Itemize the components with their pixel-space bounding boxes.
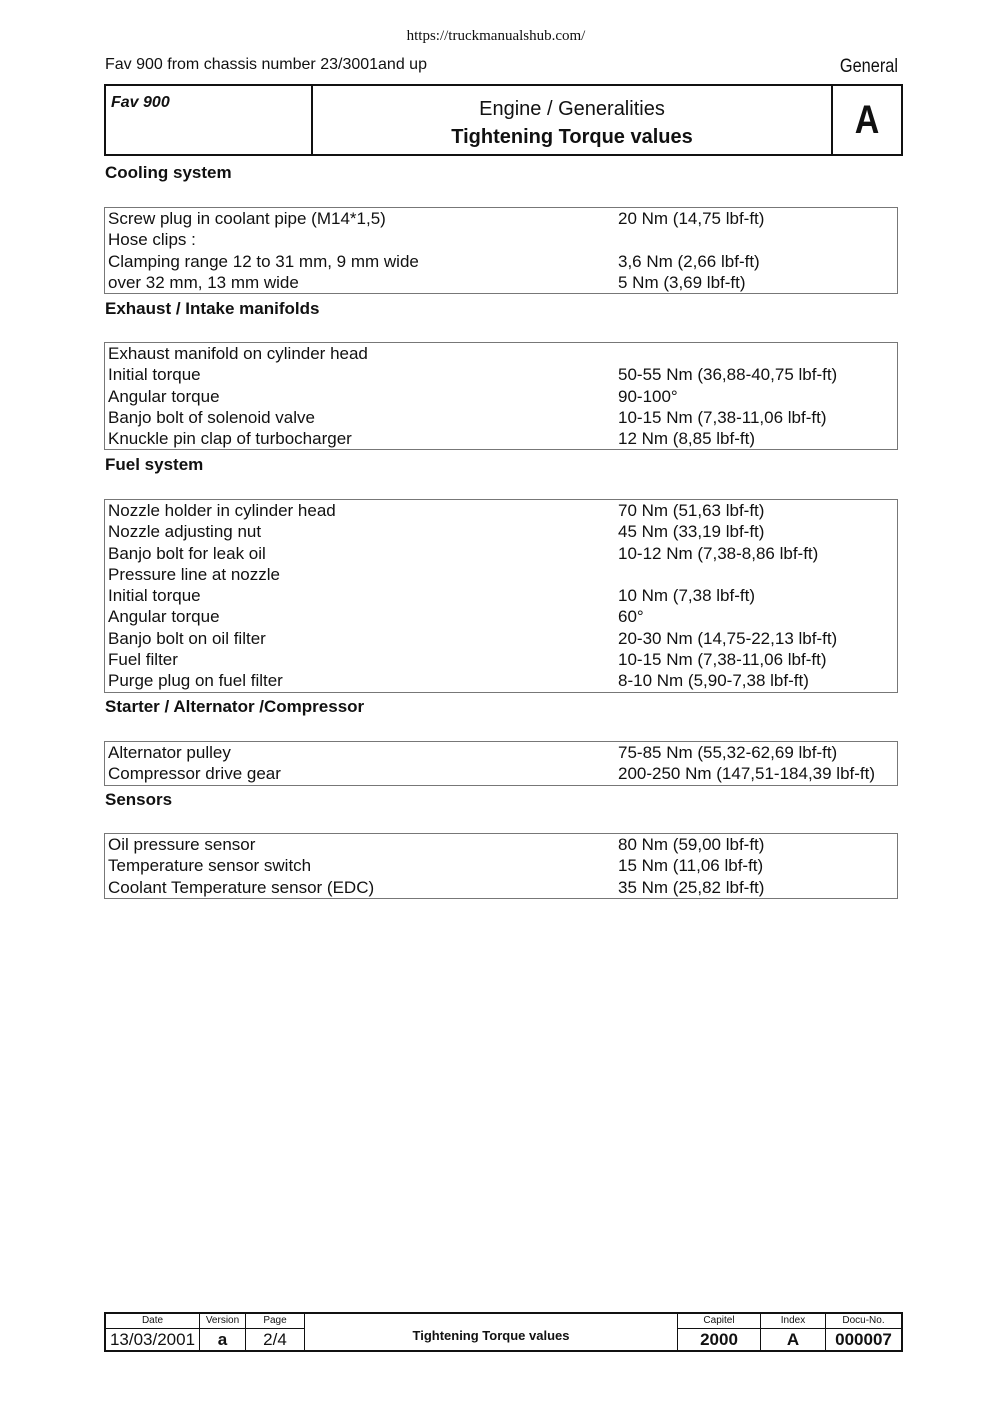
row-value: 10-15 Nm (7,38-11,06 lbf-ft) [618, 407, 827, 427]
row-value: 200-250 Nm (147,51-184,39 lbf-ft) [618, 764, 876, 784]
title-line-2: Tightening Torque values [451, 126, 693, 148]
table-row [105, 251, 897, 272]
footer-docu: 000007 [835, 1329, 892, 1349]
footer-version: a [217, 1329, 228, 1349]
row-value: 8-10 Nm (5,90-7,38 lbf-ft) [618, 671, 809, 691]
title-line-1: Engine / Generalities [479, 98, 665, 120]
section-title-fuel: Fuel system [105, 455, 204, 474]
row-desc: Fuel filter [108, 650, 178, 670]
chapter-letter: A [854, 97, 880, 142]
row-value: 3,6 Nm (2,66 lbf-ft) [618, 251, 760, 271]
footer-title: Tightening Torque values [305, 1314, 678, 1350]
model-cell: Fav 900 [106, 86, 313, 154]
table-row [105, 521, 897, 542]
row-desc: over 32 mm, 13 mm wide [108, 272, 299, 292]
table-row [105, 272, 897, 293]
row-desc: Oil pressure sensor [108, 835, 256, 854]
section-title-sensors: Sensors [105, 790, 173, 809]
footer-version-label: Version [200, 1314, 245, 1329]
row-desc: Purge plug on fuel filter [108, 671, 283, 691]
table-exhaust [104, 342, 898, 450]
row-desc: Temperature sensor switch [108, 856, 312, 876]
row-desc: Nozzle adjusting nut [108, 522, 262, 542]
table-starter [104, 741, 898, 786]
header-box [104, 84, 903, 156]
row-desc: Banjo bolt for leak oil [108, 543, 266, 563]
row-value: 80 Nm (59,00 lbf-ft) [618, 835, 765, 854]
row-desc: Nozzle holder in cylinder head [108, 501, 336, 520]
row-desc: Pressure line at nozzle [108, 564, 280, 584]
table-row [105, 670, 897, 691]
row-value: 50-55 Nm (36,88-40,75 lbf-ft) [618, 365, 838, 385]
row-value: 35 Nm (25,82 lbf-ft) [618, 877, 765, 897]
row-desc: Screw plug in coolant pipe (M14*1,5) [108, 209, 386, 228]
footer-date-cell [106, 1314, 200, 1350]
section-title-exhaust: Exhaust / Intake manifolds [105, 299, 320, 318]
row-value: 10-12 Nm (7,38-8,86 lbf-ft) [618, 543, 819, 563]
row-value: 60° [618, 607, 644, 627]
table-row [105, 229, 897, 250]
row-value: 45 Nm (33,19 lbf-ft) [618, 522, 765, 542]
table-row [105, 343, 897, 364]
footer-capitel-cell [678, 1314, 761, 1350]
footer-docu-cell [826, 1314, 901, 1350]
row-desc: Hose clips : [108, 230, 196, 250]
row-value: 10-15 Nm (7,38-11,06 lbf-ft) [618, 650, 827, 670]
row-value [618, 564, 897, 585]
table-row [105, 606, 897, 627]
footer-capitel: 2000 [700, 1329, 738, 1349]
row-value [618, 343, 897, 364]
footer-docu-label: Docu-No. [826, 1314, 901, 1329]
table-row [105, 428, 897, 449]
row-desc: Knuckle pin clap of turbocharger [108, 429, 352, 449]
table-row [105, 628, 897, 649]
row-value: 90-100° [618, 386, 678, 406]
source-url: https://truckmanualshub.com/ [406, 28, 586, 44]
row-desc: Banjo bolt of solenoid valve [108, 407, 315, 427]
row-desc: Compressor drive gear [108, 764, 281, 784]
table-row [105, 649, 897, 670]
document-subtitle: Fav 900 from chassis number 23/3001and up [105, 56, 427, 73]
table-fuel [104, 499, 898, 693]
section-title-cooling: Cooling system [105, 163, 232, 182]
footer-date-label: Date [106, 1314, 199, 1329]
footer-date: 13/03/2001 [109, 1329, 196, 1349]
row-value: 75-85 Nm (55,32-62,69 lbf-ft) [618, 743, 838, 762]
row-value [618, 229, 897, 250]
row-desc: Angular torque [108, 386, 220, 406]
section-title-starter: Starter / Alternator /Compressor [105, 697, 365, 716]
table-row [105, 834, 897, 855]
row-desc: Initial torque [108, 365, 201, 385]
row-value: 12 Nm (8,85 lbf-ft) [618, 429, 755, 449]
table-row [105, 364, 897, 385]
row-value: 70 Nm (51,63 lbf-ft) [618, 501, 765, 520]
row-desc: Banjo bolt on oil filter [108, 628, 266, 648]
row-desc: Coolant Temperature sensor (EDC) [108, 877, 375, 897]
table-row [105, 855, 897, 876]
footer-capitel-label: Capitel [678, 1314, 760, 1329]
row-value: 10 Nm (7,38 lbf-ft) [618, 586, 755, 606]
footer-index-cell [761, 1314, 826, 1350]
row-value: 20-30 Nm (14,75-22,13 lbf-ft) [618, 628, 838, 648]
table-row [105, 208, 897, 229]
footer-table [104, 1312, 903, 1352]
category-label: General [839, 56, 898, 77]
table-row [105, 742, 897, 763]
table-row [105, 407, 897, 428]
table-row [105, 763, 897, 784]
table-row [105, 585, 897, 606]
row-desc: Angular torque [108, 607, 220, 627]
row-value: 15 Nm (11,06 lbf-ft) [618, 856, 764, 876]
row-value: 5 Nm (3,69 lbf-ft) [618, 272, 746, 292]
footer-version-cell [200, 1314, 246, 1350]
row-desc: Alternator pulley [108, 743, 231, 762]
table-row [105, 500, 897, 521]
footer-page-cell [246, 1314, 305, 1350]
title-cell [313, 86, 833, 154]
footer-index-label: Index [761, 1314, 825, 1329]
footer-index: A [786, 1329, 800, 1349]
footer-page-label: Page [246, 1314, 304, 1329]
table-row [105, 386, 897, 407]
table-row [105, 543, 897, 564]
row-desc: Initial torque [108, 586, 201, 606]
row-value: 20 Nm (14,75 lbf-ft) [618, 209, 765, 228]
table-cooling [104, 207, 898, 294]
footer-page: 2/4 [263, 1329, 287, 1349]
table-row [105, 564, 897, 585]
row-desc: Clamping range 12 to 31 mm, 9 mm wide [108, 251, 419, 271]
table-row [105, 877, 897, 898]
row-desc: Exhaust manifold on cylinder head [108, 344, 368, 363]
table-sensors [104, 833, 898, 899]
